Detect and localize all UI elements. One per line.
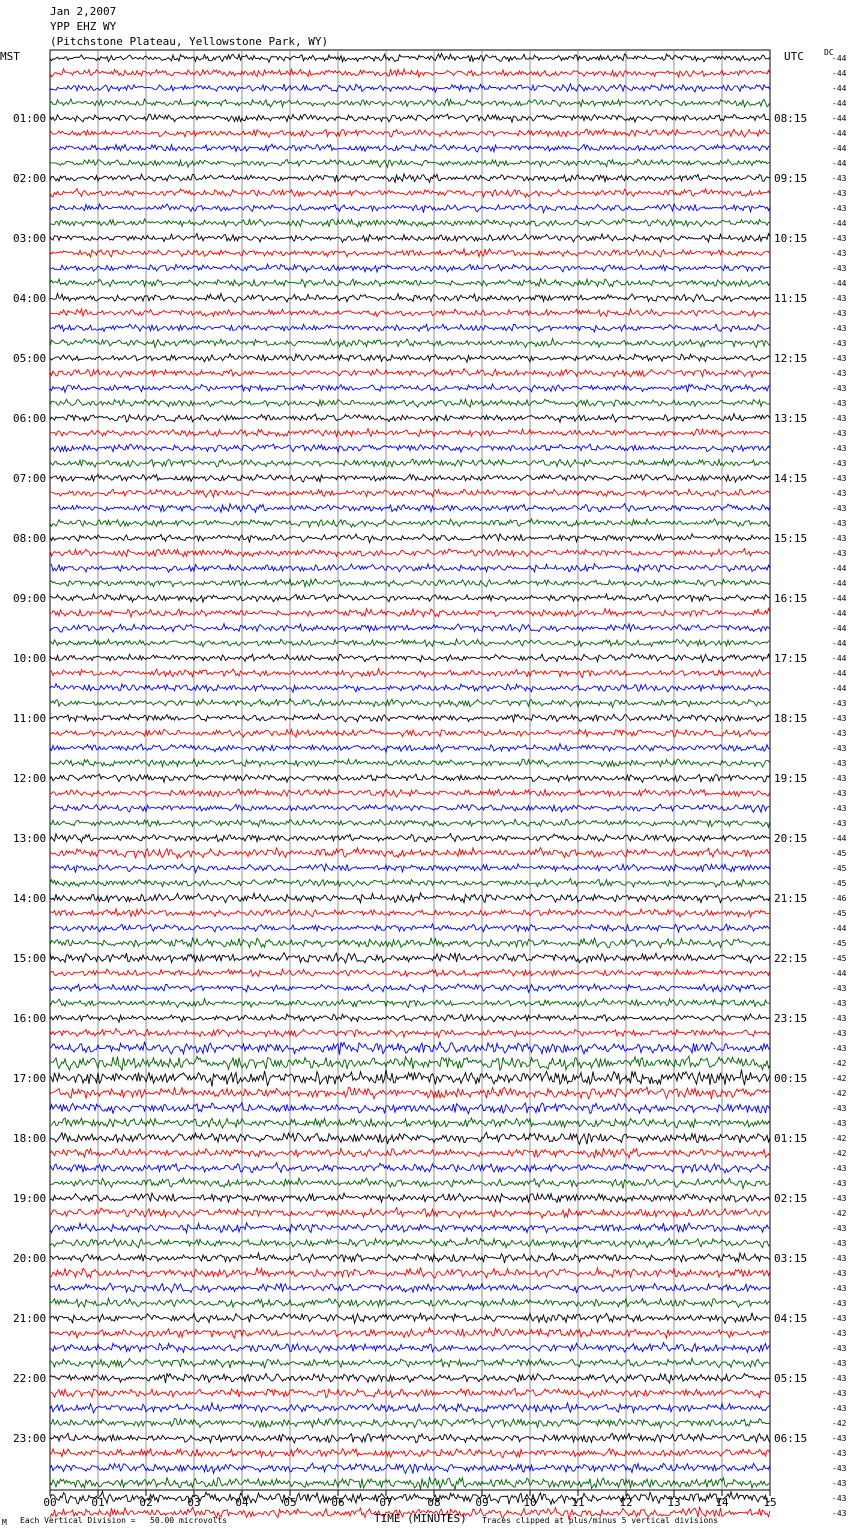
dc-offset-label: -43 [832, 1224, 847, 1233]
seismic-trace [50, 234, 770, 243]
seismic-trace [50, 564, 770, 573]
dc-offset-label: -43 [832, 1194, 847, 1203]
dc-offset-label: -43 [832, 1434, 847, 1443]
seismic-trace [50, 1343, 770, 1353]
dc-offset-label: -44 [832, 609, 847, 618]
seismic-trace [50, 714, 770, 722]
seismic-trace [50, 579, 770, 587]
seismic-trace [50, 1069, 770, 1086]
dc-offset-label: -43 [832, 1374, 847, 1383]
seismic-trace [50, 474, 770, 482]
seismic-trace [50, 84, 770, 92]
dc-offset-label: -43 [832, 429, 847, 438]
x-tick-label: 12 [619, 1496, 633, 1509]
left-hour-label: 09:00 [13, 592, 47, 605]
seismic-trace [50, 1448, 770, 1457]
seismic-trace [50, 1163, 770, 1173]
left-hour-label: 08:00 [13, 532, 47, 545]
dc-offset-label: -44 [832, 669, 847, 678]
seismic-trace [50, 369, 770, 378]
dc-offset-label: -43 [832, 804, 847, 813]
scale-text: Each Vertical Division = 50.00 microvolts [20, 1516, 228, 1525]
dc-offset-label: -43 [832, 174, 847, 183]
left-hour-label: 06:00 [13, 412, 47, 425]
dc-offset-label: -44 [832, 279, 847, 288]
seismic-trace [50, 549, 770, 557]
seismic-trace [50, 759, 770, 767]
seismic-trace [50, 1148, 770, 1158]
dc-offset-label: -43 [832, 1389, 847, 1398]
dc-offset-label: -43 [832, 234, 847, 243]
dc-offset-label: -44 [832, 579, 847, 588]
dc-offset-label: -42 [832, 1419, 847, 1428]
seismic-trace [50, 444, 770, 452]
seismic-trace [50, 834, 770, 843]
dc-offset-label: -43 [832, 1164, 847, 1173]
seismic-trace [50, 504, 770, 513]
left-hour-label: 16:00 [13, 1012, 47, 1025]
seismic-trace [50, 1042, 770, 1055]
dc-offset-label: -43 [832, 789, 847, 798]
seismic-trace [50, 384, 770, 392]
x-axis-label: TIME (MINUTES) [374, 1512, 467, 1525]
right-hour-label: 22:15 [774, 952, 808, 965]
seismic-trace [50, 144, 770, 152]
dc-offset-label: -43 [832, 474, 847, 483]
dc-offset-label: -44 [832, 99, 847, 108]
dc-offset-label: -44 [832, 54, 847, 63]
seismic-trace [50, 204, 770, 213]
seismic-trace [50, 1208, 770, 1218]
dc-offset-label: -43 [832, 1359, 847, 1368]
dc-offset-label: -43 [832, 1404, 847, 1413]
dc-offset-label: -43 [832, 384, 847, 393]
seismic-trace [50, 1477, 770, 1490]
x-tick-label: 14 [715, 1496, 729, 1509]
seismic-trace [50, 279, 770, 287]
dc-offset-label: -44 [832, 684, 847, 693]
seismic-trace [50, 938, 770, 948]
date-label: Jan 2,2007 [50, 5, 117, 18]
seismic-trace [50, 848, 770, 859]
dc-offset-label: -43 [832, 1029, 847, 1038]
right-hour-label: 14:15 [774, 472, 808, 485]
dc-offset-label: -43 [832, 309, 847, 318]
seismic-trace [50, 54, 770, 63]
left-hour-label: 22:00 [13, 1372, 47, 1385]
seismic-trace [50, 608, 770, 617]
seismic-trace [50, 952, 770, 963]
dc-offset-label: -43 [832, 1329, 847, 1338]
seismic-trace [50, 129, 770, 137]
seismic-trace [50, 1403, 770, 1413]
dc-offset-label: -43 [832, 444, 847, 453]
seismic-trace [50, 114, 770, 122]
seismic-trace [50, 774, 770, 782]
left-hour-label: 03:00 [13, 232, 47, 245]
dc-offset-label: -43 [832, 204, 847, 213]
right-hour-label: 05:15 [774, 1372, 808, 1385]
left-hour-label: 07:00 [13, 472, 47, 485]
dc-offset-label: -44 [832, 129, 847, 138]
dc-offset-label: -44 [832, 564, 847, 573]
x-tick-label: 00 [43, 1496, 57, 1509]
seismic-trace [50, 1103, 770, 1114]
x-tick-label: 07 [379, 1496, 393, 1509]
seismic-trace [50, 789, 770, 797]
x-tick-label: 09 [475, 1496, 489, 1509]
dc-offset-label: -43 [832, 699, 847, 708]
right-hour-label: 01:15 [774, 1132, 808, 1145]
seismic-trace [50, 534, 770, 543]
seismic-trace [50, 669, 770, 678]
dc-offset-label: -44 [832, 159, 847, 168]
x-tick-label: 13 [667, 1496, 681, 1509]
seismic-trace [50, 624, 770, 632]
dc-offset-label: -43 [832, 549, 847, 558]
left-hour-label: 23:00 [13, 1432, 47, 1445]
dc-offset-label: -44 [832, 594, 847, 603]
seismic-trace [50, 819, 770, 827]
seismic-trace [50, 1433, 770, 1443]
dc-offset-label: -45 [832, 939, 847, 948]
x-tick-label: 11 [571, 1496, 585, 1509]
x-tick-label: 10 [523, 1496, 537, 1509]
dc-offset-label: -43 [832, 1509, 847, 1518]
seismic-trace [50, 309, 770, 317]
dc-offset-label: -44 [832, 219, 847, 228]
dc-offset-label: -43 [832, 324, 847, 333]
right-hour-label: 15:15 [774, 532, 808, 545]
seismic-trace [50, 744, 770, 753]
right-hour-label: 16:15 [774, 592, 808, 605]
seismic-trace [50, 219, 770, 227]
seismic-trace [50, 1388, 770, 1398]
dc-offset-label: -43 [832, 1479, 847, 1488]
corner-mark: M [2, 1518, 7, 1527]
dc-offset-label: -43 [832, 189, 847, 198]
dc-offset-label: -43 [832, 1449, 847, 1458]
seismic-trace [50, 159, 770, 167]
seismic-trace [50, 1283, 770, 1293]
seismic-trace [50, 174, 770, 183]
seismic-trace [50, 189, 770, 198]
dc-offset-label: -43 [832, 459, 847, 468]
dc-offset-label: -43 [832, 414, 847, 423]
clip-text: Traces clipped at plus/minus 5 vertical divisions [482, 1516, 719, 1525]
seismic-trace [50, 1056, 770, 1071]
seismic-trace [50, 264, 770, 272]
left-hour-label: 18:00 [13, 1132, 47, 1145]
left-hour-label: 14:00 [13, 892, 47, 905]
right-hour-label: 03:15 [774, 1252, 808, 1265]
dc-offset-label: -44 [832, 834, 847, 843]
right-timezone-label: UTC [784, 50, 804, 63]
dc-offset-label: -43 [832, 744, 847, 753]
dc-offset-label: -43 [832, 1299, 847, 1308]
seismic-trace [50, 1014, 770, 1022]
right-hour-label: 13:15 [774, 412, 808, 425]
left-hour-label: 05:00 [13, 352, 47, 365]
dc-offset-label: -44 [832, 654, 847, 663]
dc-offset-label: -42 [832, 1059, 847, 1068]
dc-offset-label: -45 [832, 864, 847, 873]
dc-offset-label: -43 [832, 1269, 847, 1278]
seismic-trace [50, 1418, 770, 1428]
dc-offset-label: -42 [832, 1134, 847, 1143]
left-hour-label: 13:00 [13, 832, 47, 845]
dc-offset-label: -44 [832, 84, 847, 93]
dc-offset-label: -43 [832, 774, 847, 783]
dc-offset-label: -42 [832, 1149, 847, 1158]
dc-offset-label: -43 [832, 984, 847, 993]
dc-offset-label: -42 [832, 1089, 847, 1098]
seismic-trace [50, 1313, 770, 1324]
seismic-trace [50, 969, 770, 976]
right-hour-label: 12:15 [774, 352, 808, 365]
seismic-trace [50, 1298, 770, 1307]
dc-offset-label: -44 [832, 624, 847, 633]
x-tick-label: 04 [235, 1496, 249, 1509]
dc-offset-label: -43 [832, 759, 847, 768]
right-hour-label: 18:15 [774, 712, 808, 725]
dc-offset-label: -44 [832, 114, 847, 123]
right-hour-label: 19:15 [774, 772, 808, 785]
seismic-trace [50, 909, 770, 917]
seismic-trace [50, 293, 770, 302]
dc-offset-label: -43 [832, 1014, 847, 1023]
dc-offset-label: -43 [832, 1464, 847, 1473]
left-timezone-label: MST [0, 50, 20, 63]
dc-offset-label: -43 [832, 1104, 847, 1113]
dc-offset-label: -43 [832, 369, 847, 378]
seismic-trace [50, 1193, 770, 1203]
right-hour-label: 11:15 [774, 292, 808, 305]
dc-offset-label: -44 [832, 924, 847, 933]
seismic-trace [50, 1491, 770, 1504]
x-tick-label: 08 [427, 1496, 441, 1509]
dc-offset-label: -42 [832, 1074, 847, 1083]
seismic-trace [50, 339, 770, 348]
dc-offset-label: -43 [832, 1239, 847, 1248]
right-hour-label: 21:15 [774, 892, 808, 905]
seismic-trace [50, 594, 770, 602]
seismic-trace [50, 1178, 770, 1189]
seismic-trace [50, 729, 770, 737]
seismic-trace [50, 459, 770, 467]
seismic-trace [50, 684, 770, 693]
seismic-trace [50, 999, 770, 1008]
x-tick-label: 01 [91, 1496, 105, 1509]
left-hour-label: 12:00 [13, 772, 47, 785]
right-hour-label: 17:15 [774, 652, 808, 665]
x-tick-label: 03 [187, 1496, 201, 1509]
dc-offset-label: -44 [832, 639, 847, 648]
dc-offset-label: -43 [832, 339, 847, 348]
dc-offset-label: -43 [832, 294, 847, 303]
seismic-trace [50, 924, 770, 932]
station-label: YPP EHZ WY [50, 20, 117, 33]
seismic-trace [50, 1029, 770, 1038]
left-hour-label: 17:00 [13, 1072, 47, 1085]
dc-offset-label: -43 [832, 1494, 847, 1503]
dc-offset-label: -42 [832, 1209, 847, 1218]
seismic-trace [50, 804, 770, 812]
dc-offset-label: -43 [832, 1044, 847, 1053]
dc-offset-label: -43 [832, 1314, 847, 1323]
seismic-trace [50, 1358, 770, 1368]
dc-offset-label: -43 [832, 354, 847, 363]
seismic-trace [50, 1463, 770, 1473]
dc-offset-label: -45 [832, 849, 847, 858]
seismic-trace [50, 99, 770, 107]
dc-offset-label: -43 [832, 1179, 847, 1188]
dc-offset-label: -43 [832, 489, 847, 498]
left-hour-label: 11:00 [13, 712, 47, 725]
x-tick-label: 15 [763, 1496, 777, 1509]
x-tick-label: 06 [331, 1496, 345, 1509]
dc-offset-label: -43 [832, 1284, 847, 1293]
seismic-trace [50, 519, 770, 527]
dc-offset-label: -43 [832, 729, 847, 738]
right-hour-label: 20:15 [774, 832, 808, 845]
dc-offset-label: -43 [832, 1119, 847, 1128]
seismic-trace [50, 414, 770, 423]
left-hour-label: 20:00 [13, 1252, 47, 1265]
seismic-trace [50, 1253, 770, 1263]
dc-offset-label: -43 [832, 249, 847, 258]
dc-offset-label: -43 [832, 534, 847, 543]
seismic-trace [50, 1374, 770, 1384]
seismic-trace [50, 1133, 770, 1145]
dc-label: DC [824, 48, 834, 57]
right-hour-label: 08:15 [774, 112, 808, 125]
dc-offset-label: -43 [832, 399, 847, 408]
seismic-trace [50, 324, 770, 332]
dc-offset-label: -46 [832, 894, 847, 903]
seismic-trace [50, 1238, 770, 1248]
dc-offset-label: -44 [832, 144, 847, 153]
dc-offset-label: -43 [832, 519, 847, 528]
seismic-trace [50, 699, 770, 708]
dc-offset-label: -45 [832, 879, 847, 888]
location-label: (Pitchstone Plateau, Yellowstone Park, WY) [50, 35, 329, 48]
right-hour-label: 02:15 [774, 1192, 808, 1205]
left-hour-label: 04:00 [13, 292, 47, 305]
dc-offset-label: -44 [832, 69, 847, 78]
seismic-trace [50, 639, 770, 647]
dc-offset-label: -43 [832, 504, 847, 513]
right-hour-label: 10:15 [774, 232, 808, 245]
seismic-trace [50, 1118, 770, 1128]
dc-offset-label: -43 [832, 264, 847, 273]
seismic-trace [50, 984, 770, 992]
dc-offset-label: -45 [832, 909, 847, 918]
seismic-trace [50, 249, 770, 257]
right-hour-label: 23:15 [774, 1012, 808, 1025]
right-hour-label: 04:15 [774, 1312, 808, 1325]
dc-offset-label: -44 [832, 969, 847, 978]
seismic-trace [50, 893, 770, 903]
seismic-trace [50, 654, 770, 662]
seismic-trace [50, 1328, 770, 1338]
right-hour-label: 00:15 [774, 1072, 808, 1085]
dc-offset-label: -43 [832, 999, 847, 1008]
left-hour-label: 01:00 [13, 112, 47, 125]
left-hour-label: 10:00 [13, 652, 47, 665]
seismic-trace [50, 399, 770, 407]
dc-offset-label: -43 [832, 819, 847, 828]
left-hour-label: 21:00 [13, 1312, 47, 1325]
left-hour-label: 19:00 [13, 1192, 47, 1205]
left-hour-label: 02:00 [13, 172, 47, 185]
seismic-trace [50, 489, 770, 497]
x-tick-label: 05 [283, 1496, 297, 1509]
right-hour-label: 09:15 [774, 172, 808, 185]
seismic-trace [50, 1223, 770, 1233]
seismic-trace [50, 69, 770, 77]
seismic-trace [50, 1268, 770, 1278]
seismic-trace [50, 864, 770, 873]
dc-offset-label: -43 [832, 1254, 847, 1263]
seismic-trace [50, 354, 770, 363]
seismic-trace [50, 429, 770, 437]
right-hour-label: 06:15 [774, 1432, 808, 1445]
seismic-trace [50, 879, 770, 888]
dc-offset-label: -45 [832, 954, 847, 963]
seismic-trace [50, 1087, 770, 1099]
dc-offset-label: -43 [832, 1344, 847, 1353]
dc-offset-label: -43 [832, 714, 847, 723]
x-tick-label: 02 [139, 1496, 153, 1509]
left-hour-label: 15:00 [13, 952, 47, 965]
